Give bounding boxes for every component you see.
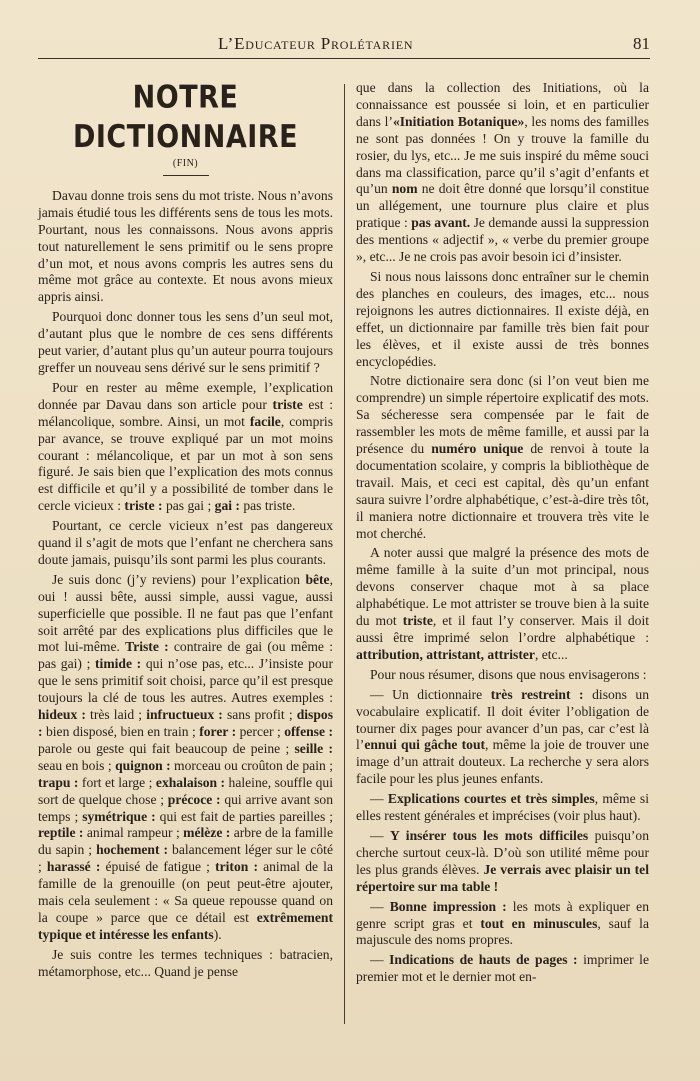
article-subtitle: (FIN) <box>172 158 199 169</box>
running-header <box>38 34 650 59</box>
page-number: 81 <box>633 34 650 53</box>
paragraph: Pourquoi donc donner tous les sens d’un seul mot, d’autant plus que le nombre de ces sens différents peut varier, d’autant plus qu’un auteur pourra toujours greffer un nouveau sens dérivé sur le sens primitif ? <box>38 309 333 375</box>
paragraph: Je suis donc (j’y reviens) pour l’explication bête, oui ! aussi bête, aussi simple, aussi vague, aussi superficielle que possible. Il ne faut pas que l’enfant soit arrêté par des explications plus difficiles que le mot lui-même. Triste : contraire de gai (ou même : pas gai) ; timide : qui n’ose pas, etc... J’insiste pour que le sens primitif soit choisi, parce qu’il est presque toujours la clé de tous les autres. Autres exemples : hideux : très laid ; infructueux : sans profit ; dispos : bien disposé, bien en train ; forer : percer ; offense : parole ou geste qui fait beaucoup de peine ; seille : seau en bois ; quignon : morceau ou croûton de pain ; trapu : fort et large ; exhalaison : haleine, souffle qui sort de quelque chose ; précoce : qui arrive avant son temps ; symétrique : qui est fait de parties pareilles ; reptile : animal rampeur ; mélèze : arbre de la famille du sapin ; hochement : balancement léger sur le côté ; harassé : épuisé de fatigue ; triton : animal de la famille de la grenouille (on peut peut-être ajouter, mais cela seulement : « Sa queue repousse quand on la coupe » parce que ce détail est extrêmement typique et intéresse les enfants). <box>38 571 334 942</box>
paragraph: Pour en rester au même exemple, l’explication donnée par Davau dans son article pour triste est : mélancolique, sombre. Ainsi, un mot facile, compris par avance, se trouve expliqué par un mot moins courant : mélancolique, et par un mot à son sens figuré. Je sais bien que l’explication des mots connus est difficile et qu’il y a possibilité de tomber dans le cercle vicieux : triste : pas gai ; gai : pas triste. <box>38 379 333 514</box>
paragraph: — Explications courtes et très simples, même si elles restent générales et imprécises (voir plus haut). <box>356 791 649 824</box>
paragraph: Je suis contre les termes techniques : batracien, métamorphose, etc... Quand je pense <box>38 946 333 979</box>
paragraph: que dans la collection des Initiations, où la connaissance est poussée si loin, et en particulier dans l’«Initiation Botanique», les noms des familles ne sont pas données ! On y trouve la famille du rosier, du lys, etc... Je me suis inspiré du même souci dans ma classification, parce qu’il s’agit d’enfants et qu’un nom ne doit être donné que lorsqu’il constitue un allégement, une tournure plus claire et plus pratique : pas avant. Je demande aussi la suppression des mentions « adjectif », « verbe du premier groupe », etc... Je ne crois pas avoir besoin ici d’insister. <box>356 80 650 265</box>
paragraph: A noter aussi que malgré la présence des mots de même famille à la suite d’un mot principal, nous devons conserver chaque mot à sa place alphabétique. Le mot attrister se trouve bien à la suite du mot triste, et il faut l’y conserver. Mais il doit aussi être imprimé selon l’ordre alphabétique : attribution, attristant, attrister, etc... <box>356 545 649 662</box>
left-paragraphs <box>38 188 333 981</box>
article-title: NOTRE DICTIONNAIRE <box>72 80 299 155</box>
column-divider <box>344 84 345 1024</box>
paragraph: Pourtant, ce cercle vicieux n’est pas dangereux quand il s’agit de mots que l’enfant ne cherchera sans doute jamais, puisqu’ils sont parmi les plus courants. <box>38 518 333 567</box>
paragraph: Notre dictionaire sera donc (si l’on veut bien me comprendre) un simple répertoire explicatif des mots. Sa sécheresse sera compensée par le fait de rassembler les mots de même famille, et aussi par la présence du numéro unique de renvoi à toute la documentation scolaire, y compris la bibliothèque de travail. Mais, et ceci est capital, dès qu’un enfant saura suivre l’ordre alphabétique, c’est-à-dire très tôt, il maniera notre dictionnaire et trouvera très vite le mot cherché. <box>356 373 650 541</box>
paragraph: Pour nous résumer, disons que nous envisagerons : <box>370 666 647 682</box>
journal-title: L’Educateur Prolétarien <box>218 34 414 53</box>
paragraph: — Bonne impression : les mots à expliquer en genre script gras et tout en minuscules, sauf la majuscule des noms propres. <box>356 898 649 948</box>
paragraph: — Y insérer tous les mots difficiles puisqu’on cherche surtout ceux-là. D’où son utilité même pour les plus grands élèves. Je verrais avec plaisir un tel répertoire sur ma table ! <box>356 827 649 894</box>
left-column <box>38 80 333 984</box>
right-paragraphs <box>356 80 649 986</box>
paragraph: — Un dictionnaire très restreint : disons un vocabulaire explicatif. Il doit éviter l’obligation de tourner dix pages pour avancer d’un pas, car c’est là l’ennui qui gâche tout, même la joie de trouver une image d’un attrait douteux. La recherche y sera alors facile pour les plus jeunes enfants. <box>356 686 649 787</box>
title-rule <box>163 175 209 176</box>
right-column <box>356 80 649 989</box>
paragraph: — Indications de hauts de pages : imprimer le premier mot et le dernier mot en- <box>356 952 649 985</box>
paragraph: Si nous nous laissons donc entraîner sur le chemin des planches en couleurs, des images, etc... nous rejoignons les autres dictionnaires. Il existe déjà, en effet, un dictionnaire par famille très bien fait pour les élèves, et il existe aussi de très bonnes encyclopédies. <box>356 268 649 369</box>
paragraph: Davau donne trois sens du mot triste. Nous n’avons jamais étudié tous les différents sens de tous les mots. Pourtant, nous les connaissons. Nous avons appris tout naturellement le sens primitif ou le sens propre d’un mot, et nous avons compris les autres sens du même mot grâce au contexte. Et nous avons mieux appris ainsi. <box>38 187 333 305</box>
